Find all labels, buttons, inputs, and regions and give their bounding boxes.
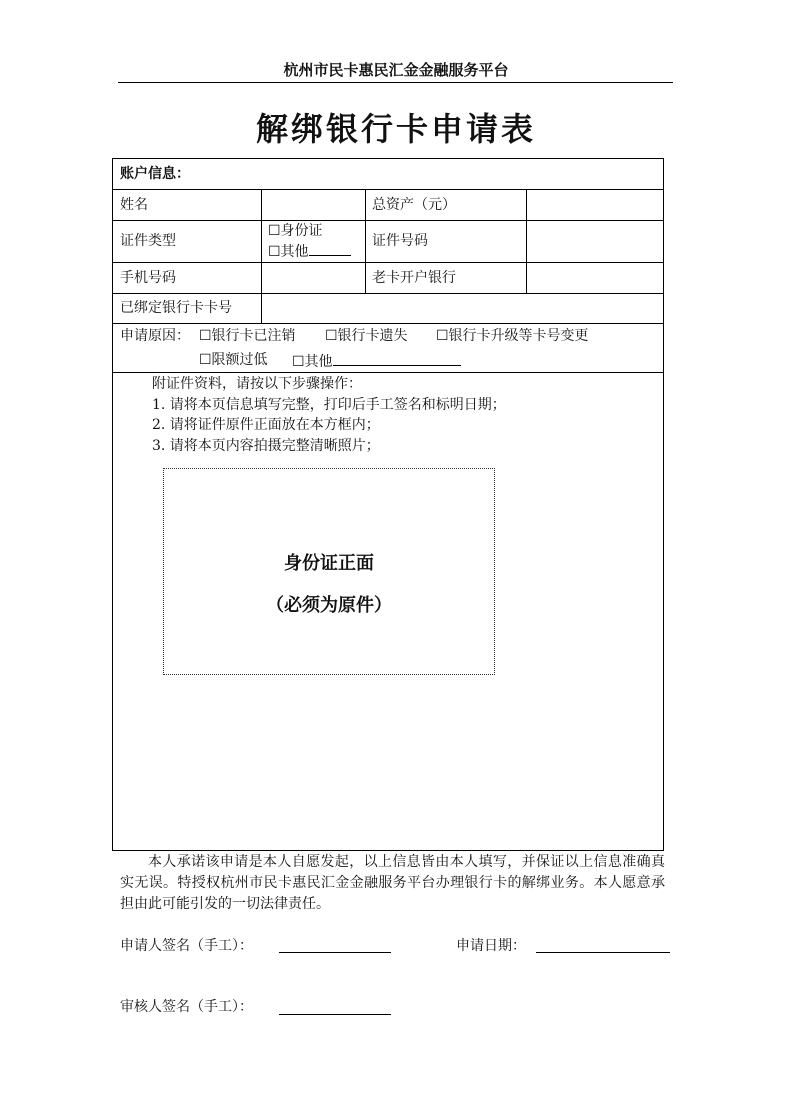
applicant-signature-line[interactable] xyxy=(279,952,391,953)
reason-option-low-limit[interactable]: ☐限额过低 xyxy=(199,352,268,368)
name-label: 姓名 xyxy=(120,197,148,213)
bound-card-field[interactable] xyxy=(262,294,663,322)
attachment-intro: 附证件资料，请按以下步骤操作： xyxy=(152,376,362,392)
bound-card-label: 已绑定银行卡卡号 xyxy=(120,300,232,316)
application-date-line[interactable] xyxy=(536,952,670,953)
id-photo-box-title: 身份证正面 xyxy=(284,553,374,574)
id-type-other-blank[interactable] xyxy=(309,241,351,256)
reviewer-signature-label: 审核人签名（手工）： xyxy=(120,999,253,1015)
old-bank-field[interactable] xyxy=(527,263,663,292)
total-assets-label: 总资产（元） xyxy=(372,197,456,213)
applicant-signature-label: 申请人签名（手工）： xyxy=(120,938,253,954)
row-divider xyxy=(112,323,664,324)
form-title: 解绑银行卡申请表 xyxy=(255,110,536,148)
declaration-text: 本人承诺该申请是本人自愿发起，以上信息皆由本人填写，并保证以上信息准确真实无误。特授权杭州市民卡惠民汇金金融服务平台办理银行卡的解绑业务。本人愿意承担由此可能引发的一切法律责任。 xyxy=(120,854,665,912)
reason-option-card-cancelled[interactable]: ☐银行卡已注销 xyxy=(199,328,296,344)
phone-label: 手机号码 xyxy=(120,270,176,286)
application-date-label: 申请日期： xyxy=(456,938,526,954)
row-divider xyxy=(112,372,664,373)
reviewer-signature-line[interactable] xyxy=(279,1014,391,1015)
reason-option-other-label: ☐其他 xyxy=(292,354,333,370)
id-number-label: 证件号码 xyxy=(372,233,428,249)
header-divider xyxy=(118,82,673,83)
platform-header: 杭州市民卡惠民汇金金融服务平台 xyxy=(283,61,509,79)
account-section-label: 账户信息： xyxy=(120,166,190,182)
name-field[interactable] xyxy=(262,190,364,219)
attachment-step-2: 2. 请将证件原件正面放在本方框内； xyxy=(152,417,380,433)
reason-option-other[interactable] xyxy=(292,351,461,371)
id-type-option-other[interactable] xyxy=(268,241,351,261)
reason-option-card-lost[interactable]: ☐银行卡遗失 xyxy=(325,328,408,344)
reason-label: 申请原因： xyxy=(120,328,190,344)
phone-field[interactable] xyxy=(262,263,364,292)
col-divider xyxy=(365,189,366,293)
attachment-step-1: 1. 请将本页信息填写完整，打印后手工签名和标明日期； xyxy=(152,397,506,413)
reason-option-card-upgrade[interactable]: ☐银行卡升级等卡号变更 xyxy=(436,328,589,344)
id-type-label: 证件类型 xyxy=(120,233,176,249)
attachment-step-3: 3. 请将本页内容拍摄完整清晰照片； xyxy=(152,438,380,454)
id-type-option-id-card[interactable]: ☐身份证 xyxy=(268,223,323,239)
old-bank-label: 老卡开户银行 xyxy=(372,270,456,286)
id-number-field[interactable] xyxy=(527,221,663,261)
reason-other-blank[interactable] xyxy=(333,351,461,366)
total-assets-field[interactable] xyxy=(527,190,663,219)
id-photo-box-note: （必须为原件） xyxy=(266,595,392,616)
id-type-option-other-label: ☐其他 xyxy=(268,244,309,260)
